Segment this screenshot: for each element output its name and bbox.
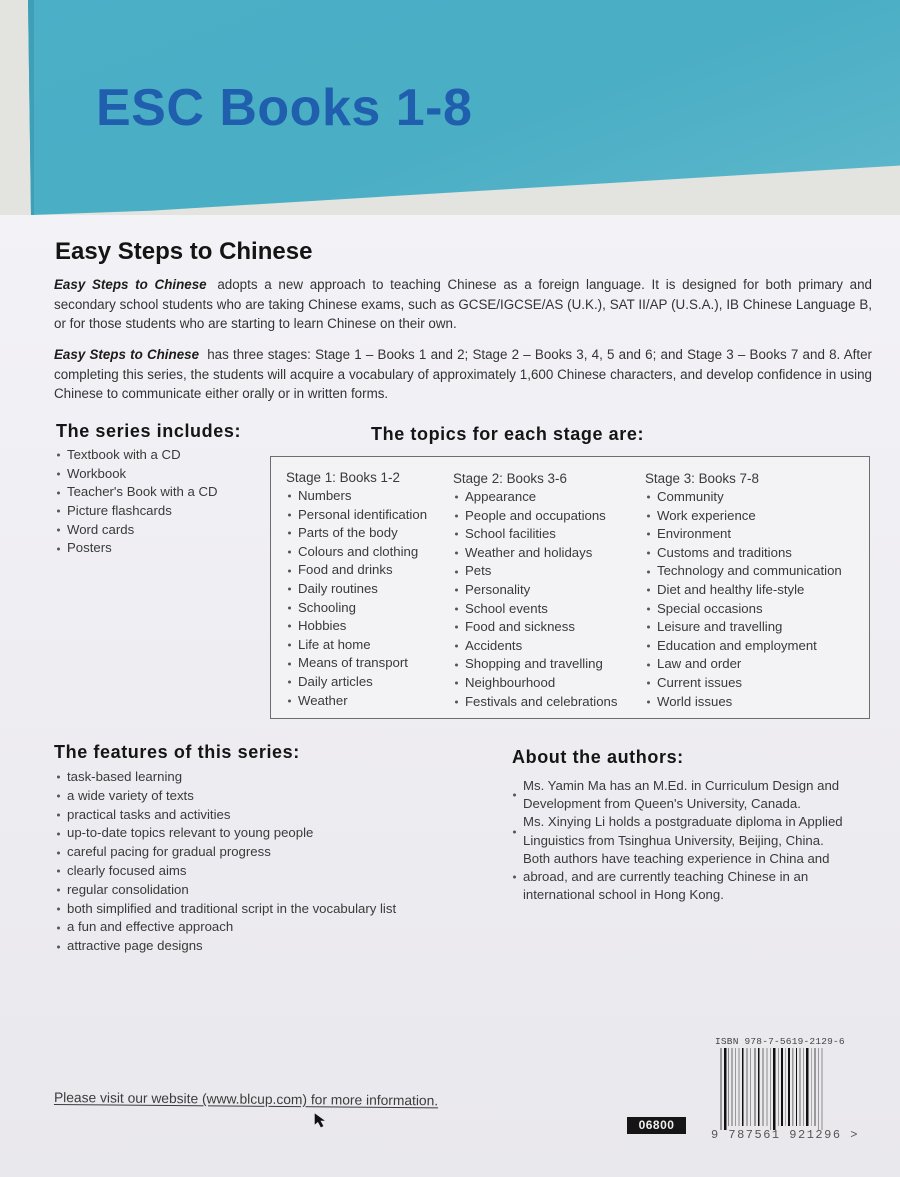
topic-item: Education and employment: [645, 637, 842, 656]
feature-item: careful pacing for gradual progress: [55, 843, 396, 862]
topic-item: Shopping and travelling: [453, 655, 617, 674]
topic-item: Food and sickness: [453, 618, 617, 637]
intro-paragraph-1: [54, 275, 872, 334]
feature-item: attractive page designs: [55, 937, 396, 956]
topic-item: Means of transport: [286, 654, 427, 673]
topic-item: World issues: [645, 693, 842, 712]
intro-paragraph-2: [54, 345, 872, 404]
topic-item: Life at home: [286, 636, 427, 655]
feature-item: a wide variety of texts: [55, 787, 396, 806]
topic-item: Technology and communication: [645, 562, 842, 581]
price-code-label: 06800: [627, 1117, 686, 1134]
series-item: Textbook with a CD: [55, 446, 218, 465]
intro-paragraph-2-text: has three stages: Stage 1 – Books 1 and 2; Stage 2 – Books 3, 4, 5 and 6; and Stage 3 – Books 7 and 8. After completing this series, the students will acquire a vocabulary of approximately 1,600 Chinese characters, and develop confidence in using Chinese to communicate either orally or in written forms.: [54, 347, 872, 401]
topic-item: Daily articles: [286, 673, 427, 692]
cover-title: ESC Books 1-8: [96, 79, 473, 137]
topic-item: Weather and holidays: [453, 544, 617, 563]
stage-2-title: Stage 2: Books 3-6: [453, 471, 567, 486]
topic-item: Current issues: [645, 674, 842, 693]
topics-heading: The topics for each stage are:: [371, 424, 645, 444]
topic-item: Festivals and celebrations: [453, 693, 617, 712]
topic-item: Hobbies: [286, 617, 427, 636]
author-item: Ms. Xinying Li holds a postgraduate diploma in Applied Linguistics from Tsinghua University, Beijing, China.: [511, 813, 861, 849]
features-heading: The features of this series:: [54, 742, 300, 762]
topic-item: Work experience: [645, 507, 842, 526]
topic-item: Environment: [645, 525, 842, 544]
author-item: Ms. Yamin Ma has an M.Ed. in Curriculum Design and Development from Queen's University, Canada.: [511, 777, 861, 813]
feature-item: practical tasks and activities: [55, 806, 396, 825]
stage-1-column: [286, 468, 427, 710]
topic-item: Community: [645, 488, 842, 507]
topic-item: Pets: [453, 562, 617, 581]
intro-paragraph-2-emphasis: Easy Steps to Chinese: [54, 347, 200, 362]
authors-list: [511, 777, 861, 904]
topic-item: Personality: [453, 581, 617, 600]
topic-item: Law and order: [645, 655, 842, 674]
intro-paragraph-1-emphasis: Easy Steps to Chinese: [54, 277, 207, 292]
feature-item: up-to-date topics relevant to young people: [55, 824, 396, 843]
stage-2-column: [453, 469, 617, 711]
topic-item: Neighbourhood: [453, 674, 617, 693]
intro-heading: Easy Steps to Chinese: [55, 238, 313, 265]
series-item: Picture flashcards: [55, 502, 218, 521]
series-item: Workbook: [55, 465, 218, 484]
topic-item: Special occasions: [645, 600, 842, 619]
website-link[interactable]: Please visit our website (www.blcup.com) for more information.: [53, 1090, 439, 1109]
authors-heading: About the authors:: [512, 747, 684, 767]
topic-item: Schooling: [286, 599, 427, 618]
series-list: [55, 446, 218, 558]
topic-item: Numbers: [286, 487, 427, 506]
series-heading: The series includes:: [56, 421, 242, 441]
topic-item: Daily routines: [286, 580, 427, 599]
topic-item: Leisure and travelling: [645, 618, 842, 637]
topic-item: Accidents: [453, 637, 617, 656]
features-list: [55, 768, 396, 956]
barcode-number: 9 787561 921296 >: [711, 1128, 859, 1142]
feature-item: both simplified and traditional script in the vocabulary list: [55, 900, 396, 919]
topic-item: Appearance: [453, 488, 617, 507]
topic-item: School facilities: [453, 525, 617, 544]
stage-3-title: Stage 3: Books 7-8: [645, 471, 759, 486]
mouse-cursor-icon: [314, 1113, 328, 1129]
intro-paragraph-1-text: adopts a new approach to teaching Chinese as a foreign language. It is designed for both primary and secondary school students who are taking Chinese exams, such as GCSE/IGCSE/AS (U.K.), SAT II/AP (U.S.A.), IB Chinese Language B, or for those students who are starting to learn Chinese on their own.: [54, 277, 872, 331]
series-item: Posters: [55, 539, 218, 558]
topic-item: Weather: [286, 692, 427, 711]
barcode-icon: [720, 1048, 832, 1130]
topics-box: [270, 456, 870, 719]
topic-item: School events: [453, 600, 617, 619]
topic-item: Personal identification: [286, 506, 427, 525]
topic-item: Customs and traditions: [645, 544, 842, 563]
isbn-label: ISBN 978-7-5619-2129-6: [715, 1036, 845, 1047]
series-item: Teacher's Book with a CD: [55, 483, 218, 502]
topic-item: Diet and healthy life-style: [645, 581, 842, 600]
author-item: Both authors have teaching experience in China and abroad, and are currently teaching Chinese in an international school in Hong Kong.: [511, 850, 861, 905]
topic-item: Food and drinks: [286, 561, 427, 580]
topic-item: Parts of the body: [286, 524, 427, 543]
feature-item: clearly focused aims: [55, 862, 396, 881]
topic-item: Colours and clothing: [286, 543, 427, 562]
feature-item: regular consolidation: [55, 881, 396, 900]
topic-item: People and occupations: [453, 507, 617, 526]
stage-1-title: Stage 1: Books 1-2: [286, 470, 400, 485]
feature-item: task-based learning: [55, 768, 396, 787]
feature-item: a fun and effective approach: [55, 918, 396, 937]
series-item: Word cards: [55, 521, 218, 540]
stage-3-column: [645, 469, 842, 711]
